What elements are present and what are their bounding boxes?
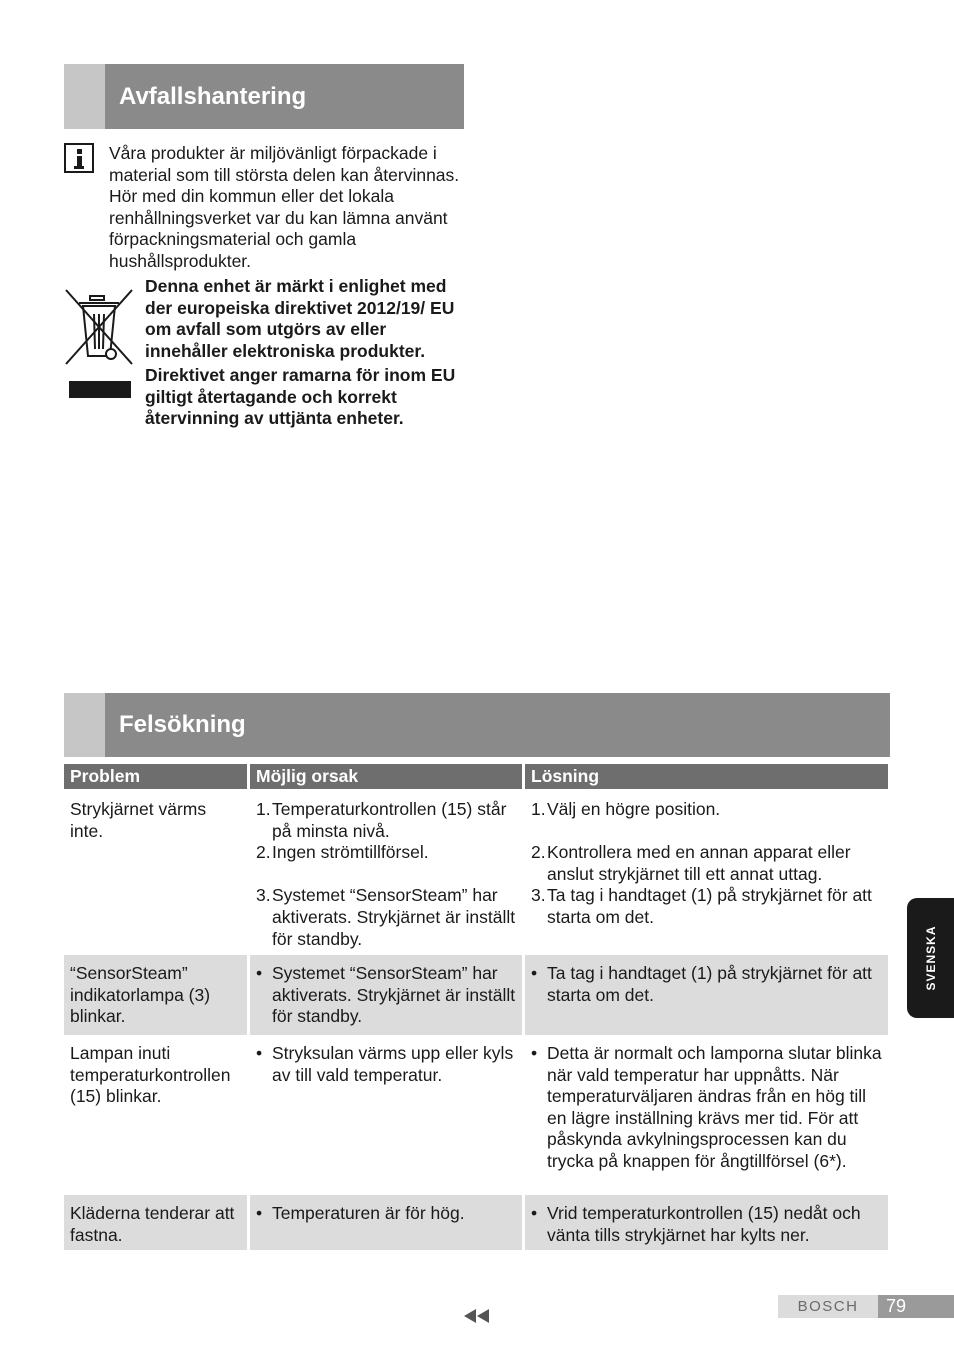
problem-cell: Kläderna tenderar att fastna. bbox=[64, 1195, 250, 1250]
troubleshooting-section-header bbox=[64, 693, 890, 757]
waste-section-title: Avfallshantering bbox=[119, 82, 307, 110]
language-side-tab bbox=[907, 898, 954, 1018]
list-item: 3. Systemet “SensorSteam” har aktiverats. Strykjärnet är inställt för standby. bbox=[256, 885, 516, 949]
language-label: SVENSKA bbox=[923, 925, 938, 991]
header-tab bbox=[64, 693, 105, 757]
cause-cell bbox=[250, 791, 525, 955]
footer-brand: BOSCH bbox=[778, 1295, 878, 1318]
solution-cell bbox=[525, 791, 888, 955]
cause-cell bbox=[250, 1195, 525, 1250]
list-item: 1. Temperaturkontrollen (15) står på minsta nivå. bbox=[256, 799, 507, 841]
solution-cell bbox=[525, 1035, 888, 1195]
weee-crossed-bin-icon bbox=[64, 286, 136, 368]
list-item: 1. Välj en högre position. bbox=[531, 799, 721, 819]
table-row bbox=[64, 1195, 888, 1250]
list-item: • Stryksulan värms upp eller kyls av till vald temperatur. bbox=[256, 1043, 514, 1085]
table-row bbox=[64, 791, 888, 955]
solution-cell bbox=[525, 1195, 888, 1250]
list-item: • Vrid temperaturkontrollen (15) nedåt och vänta tills strykjärnet har kylts ner. bbox=[531, 1203, 861, 1245]
problem-cell: “SensorSteam” indikatorlampa (3) blinkar. bbox=[64, 955, 250, 1035]
list-item: 2. Ingen strömtillförsel. bbox=[256, 842, 429, 863]
table-row bbox=[64, 1035, 888, 1195]
back-arrows-icon bbox=[464, 1309, 490, 1323]
problem-cell: Strykjärnet värms inte. bbox=[64, 791, 250, 955]
table-header-row bbox=[64, 764, 888, 791]
header-tab bbox=[64, 64, 105, 129]
header-cause: Möjlig orsak bbox=[250, 764, 525, 791]
directive-text-2: Direktivet anger ramarna för inom EU giltigt återtagande och korrekt återvinning av uttjänta enheter. bbox=[145, 365, 456, 429]
page-number: 79 bbox=[878, 1295, 954, 1318]
problem-cell: Lampan inuti temperaturkontrollen (15) blinkar. bbox=[64, 1035, 250, 1195]
directive-text-1: Denna enhet är märkt i enlighet med der europeiska direktivet 2012/19/ EU om avfall som utgörs av eller innehåller elektroniska produkter. bbox=[145, 276, 455, 361]
info-text: Våra produkter är miljövänligt förpackade i material som till största delen kan återvinnas. Hör med din kommun eller det lokala renhållningsverket var du kan lämna använt förpackningsmaterial och gamla hushållsprodukter. bbox=[109, 143, 460, 271]
list-item: • Temperaturen är för hög. bbox=[256, 1203, 465, 1223]
list-item: 2. Kontrollera med en annan apparat eller anslut strykjärnet till ett annat uttag. bbox=[531, 842, 851, 884]
list-item: • Ta tag i handtaget (1) på strykjärnet för att starta om det. bbox=[531, 963, 872, 1005]
header-solution: Lösning bbox=[525, 764, 888, 791]
troubleshooting-table bbox=[64, 764, 888, 1250]
list-item: 3. Ta tag i handtaget (1) på strykjärnet för att starta om det. bbox=[531, 885, 872, 927]
header-problem: Problem bbox=[64, 764, 250, 791]
cause-cell bbox=[250, 955, 525, 1035]
cause-cell bbox=[250, 1035, 525, 1195]
list-item: • Detta är normalt och lamporna slutar blinka när vald temperatur har uppnåtts. När temperaturväljaren ändras från en hög till en lägre inställning krävs mer tid. För att påskynda avkylningsprocessen kan du trycka på knappen för ångtillförsel (6*). bbox=[531, 1043, 882, 1171]
info-icon bbox=[64, 143, 94, 173]
troubleshooting-title: Felsökning bbox=[119, 711, 246, 738]
weee-marking-bar bbox=[69, 381, 131, 398]
waste-section-header bbox=[64, 64, 464, 129]
solution-cell bbox=[525, 955, 888, 1035]
table-row bbox=[64, 955, 888, 1035]
list-item: • Systemet “SensorSteam” har aktiverats. Strykjärnet är inställt för standby. bbox=[256, 963, 516, 1027]
